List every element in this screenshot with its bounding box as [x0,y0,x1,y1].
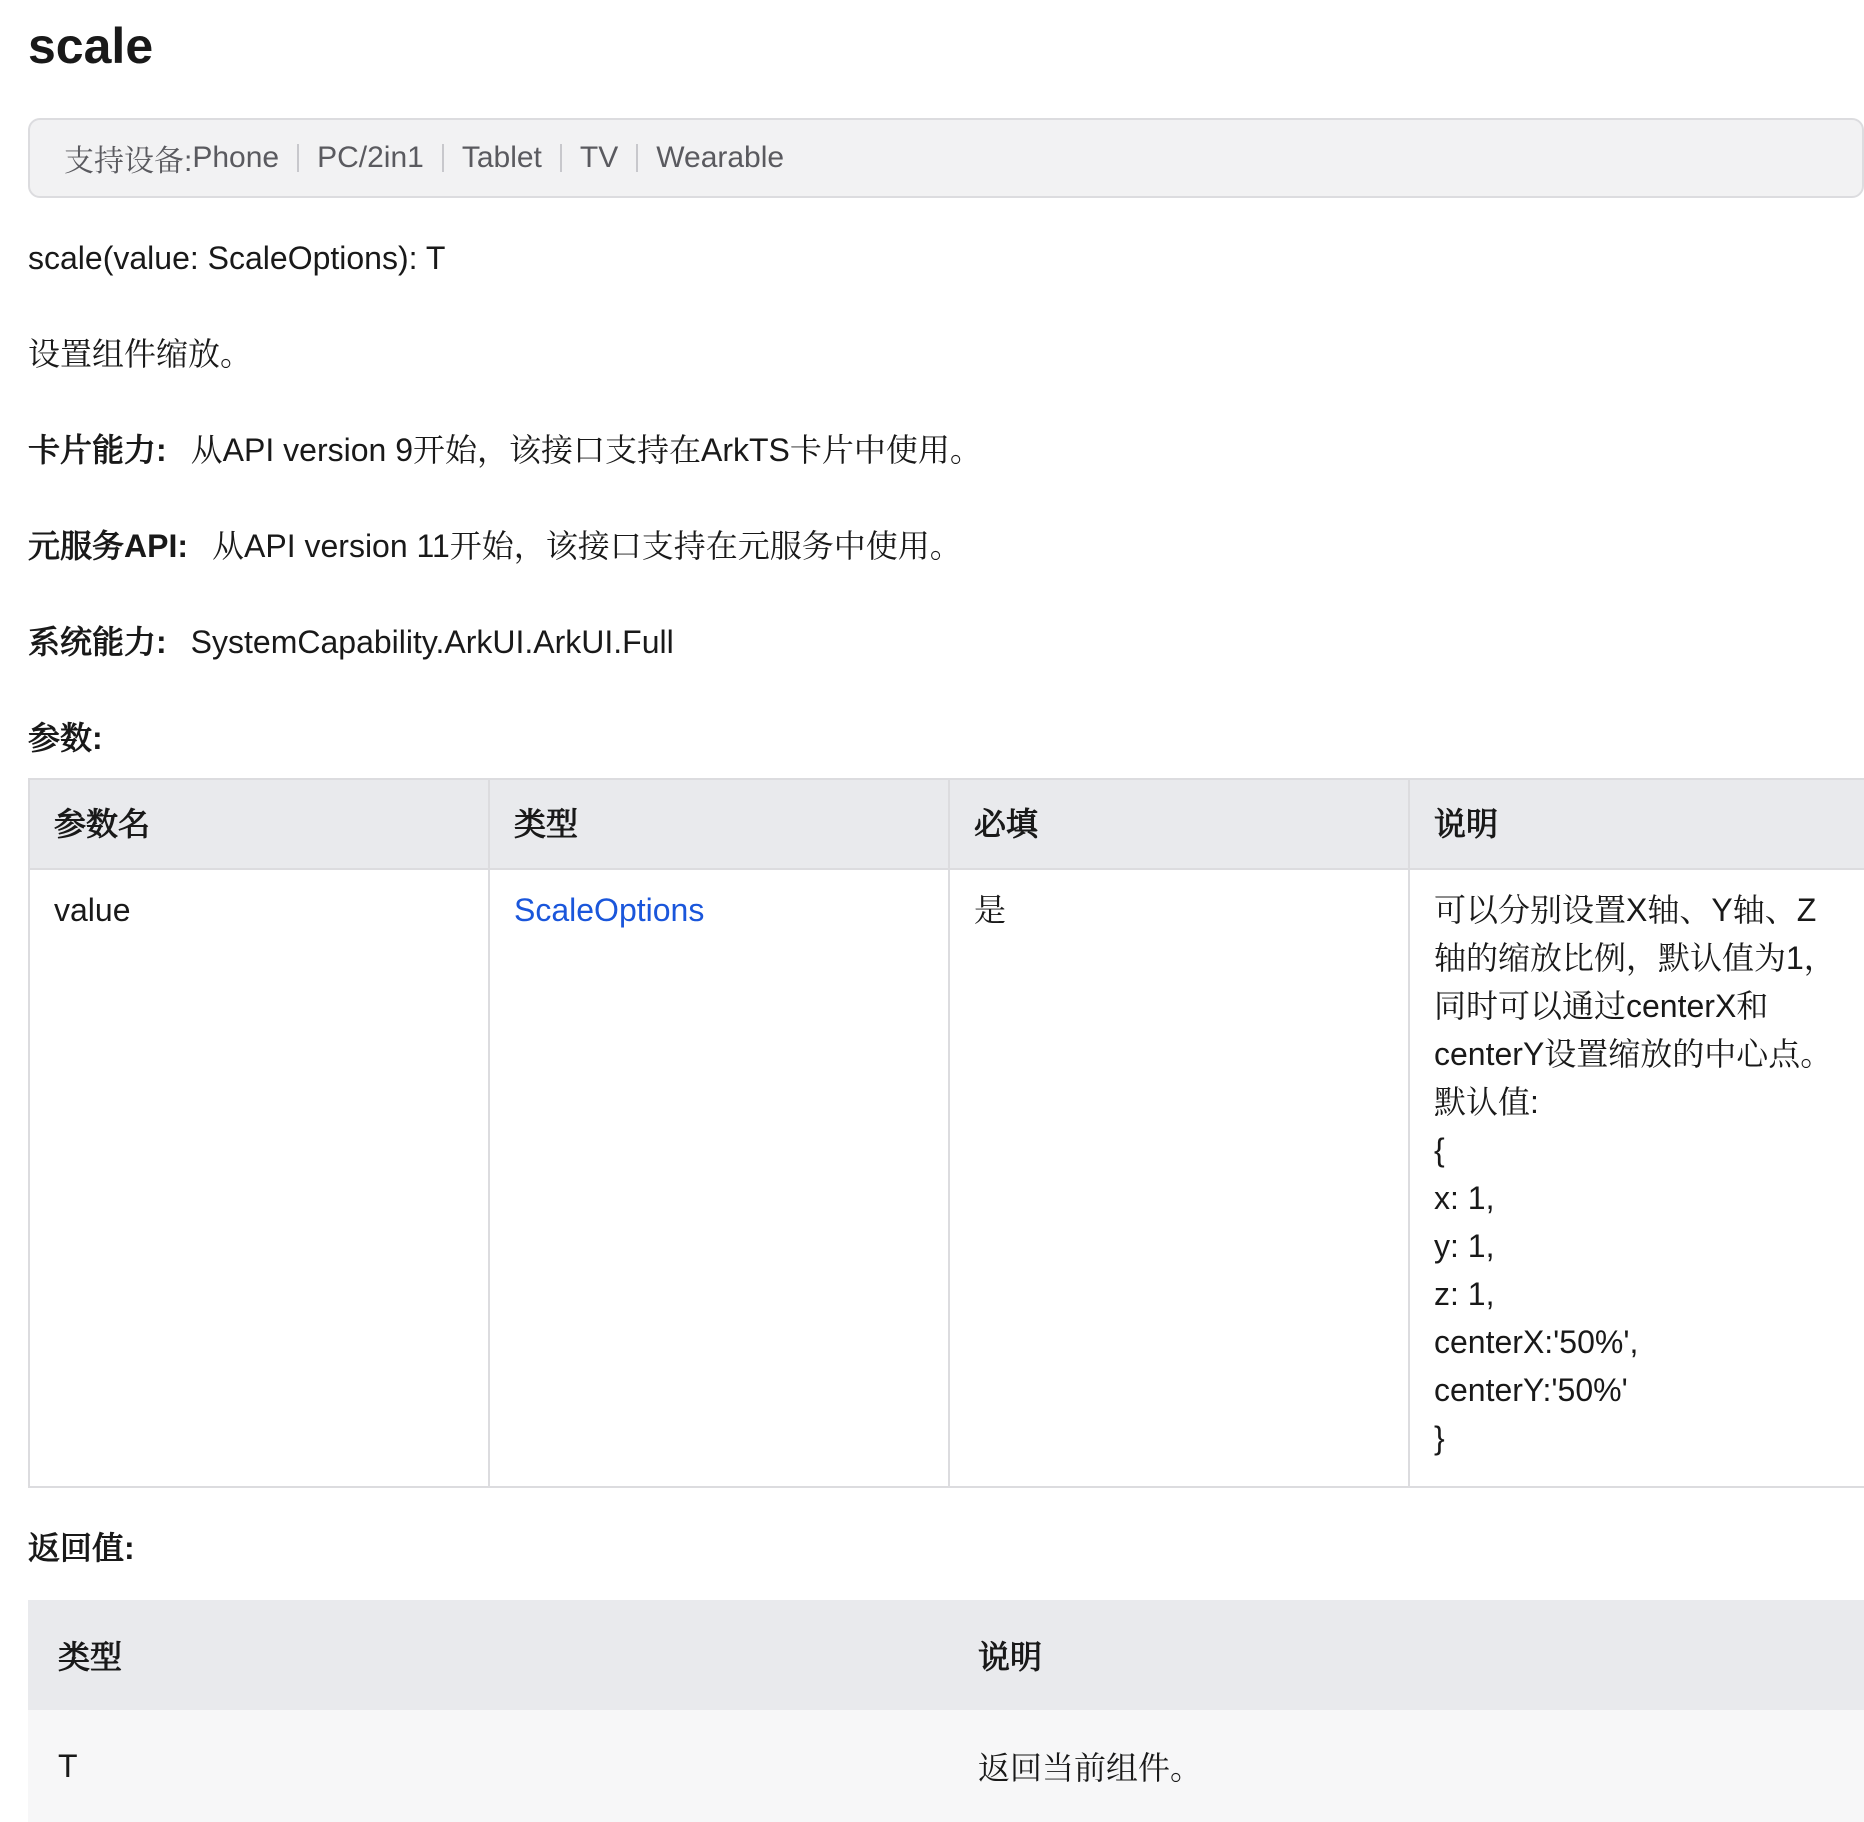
device-tablet: Tablet [461,141,542,174]
description-line: centerX:'50%', [1434,1324,1639,1360]
param-name-cell: value [29,869,489,1487]
description-line: 默认值: [1434,1084,1539,1120]
api-summary: 设置组件缩放。 [28,336,253,372]
description-line: 同时可以通过centerX和 [1434,988,1769,1024]
params-header-required: 必填 [949,779,1409,869]
return-description-cell: 返回当前组件。 [948,1710,1864,1822]
param-required-cell: 是 [949,869,1409,1487]
card-ability-value: 从API version 9开始，该接口支持在ArkTS卡片中使用。 [190,432,982,468]
return-type-cell: T [28,1710,948,1822]
description-line: centerY设置缩放的中心点。 [1434,1036,1833,1072]
card-ability [28,428,1864,472]
params-header-type: 类型 [489,779,949,869]
atomic-service-value: 从API version 11开始，该接口支持在元服务中使用。 [212,528,962,564]
description-line: } [1434,1420,1445,1456]
params-header-row [29,779,1864,869]
params-table [28,778,1864,1488]
description-line: z: 1, [1434,1276,1495,1312]
return-section-title: 返回值: [28,1530,135,1566]
params-header-description: 说明 [1409,779,1864,869]
device-wearable: Wearable [656,141,785,174]
return-header-description: 说明 [948,1600,1864,1710]
devices-label: 支持设备: [64,145,193,178]
page-title: scale [28,18,154,74]
device-pc-2in1: PC/2in1 [317,141,424,174]
description-line: 可以分别设置X轴、Y轴、Z [1434,892,1817,928]
param-description-cell [1409,869,1864,1487]
table-row [29,869,1864,1487]
system-capability-key: 系统能力: [28,624,167,660]
params-section-title: 参数: [28,720,103,756]
system-capability [28,620,1864,664]
return-header-row [28,1600,1864,1710]
return-table [28,1600,1864,1822]
device-separator [560,144,562,172]
description-line: { [1434,1132,1445,1168]
table-row [28,1710,1864,1822]
param-type-cell [489,869,949,1487]
device-phone: Phone [192,141,280,174]
device-tv: TV [579,141,619,174]
api-signature: scale(value: ScaleOptions): T [28,240,446,276]
params-header-name: 参数名 [29,779,489,869]
description-line: centerY:'50%' [1434,1372,1628,1408]
atomic-service [28,524,1864,568]
device-separator [442,144,444,172]
doc-page [28,0,1864,1822]
description-line: 轴的缩放比例，默认值为1， [1434,940,1836,976]
supported-devices-box [28,118,1864,198]
system-capability-value: SystemCapability.ArkUI.ArkUI.Full [190,624,674,660]
card-ability-key: 卡片能力: [28,432,167,468]
device-separator [297,144,299,172]
description-line: x: 1, [1434,1180,1495,1216]
atomic-service-key: 元服务API: [28,528,189,564]
description-line: y: 1, [1434,1228,1495,1264]
return-header-type: 类型 [28,1600,948,1710]
device-separator [636,144,638,172]
scale-options-link[interactable]: ScaleOptions [514,892,705,928]
